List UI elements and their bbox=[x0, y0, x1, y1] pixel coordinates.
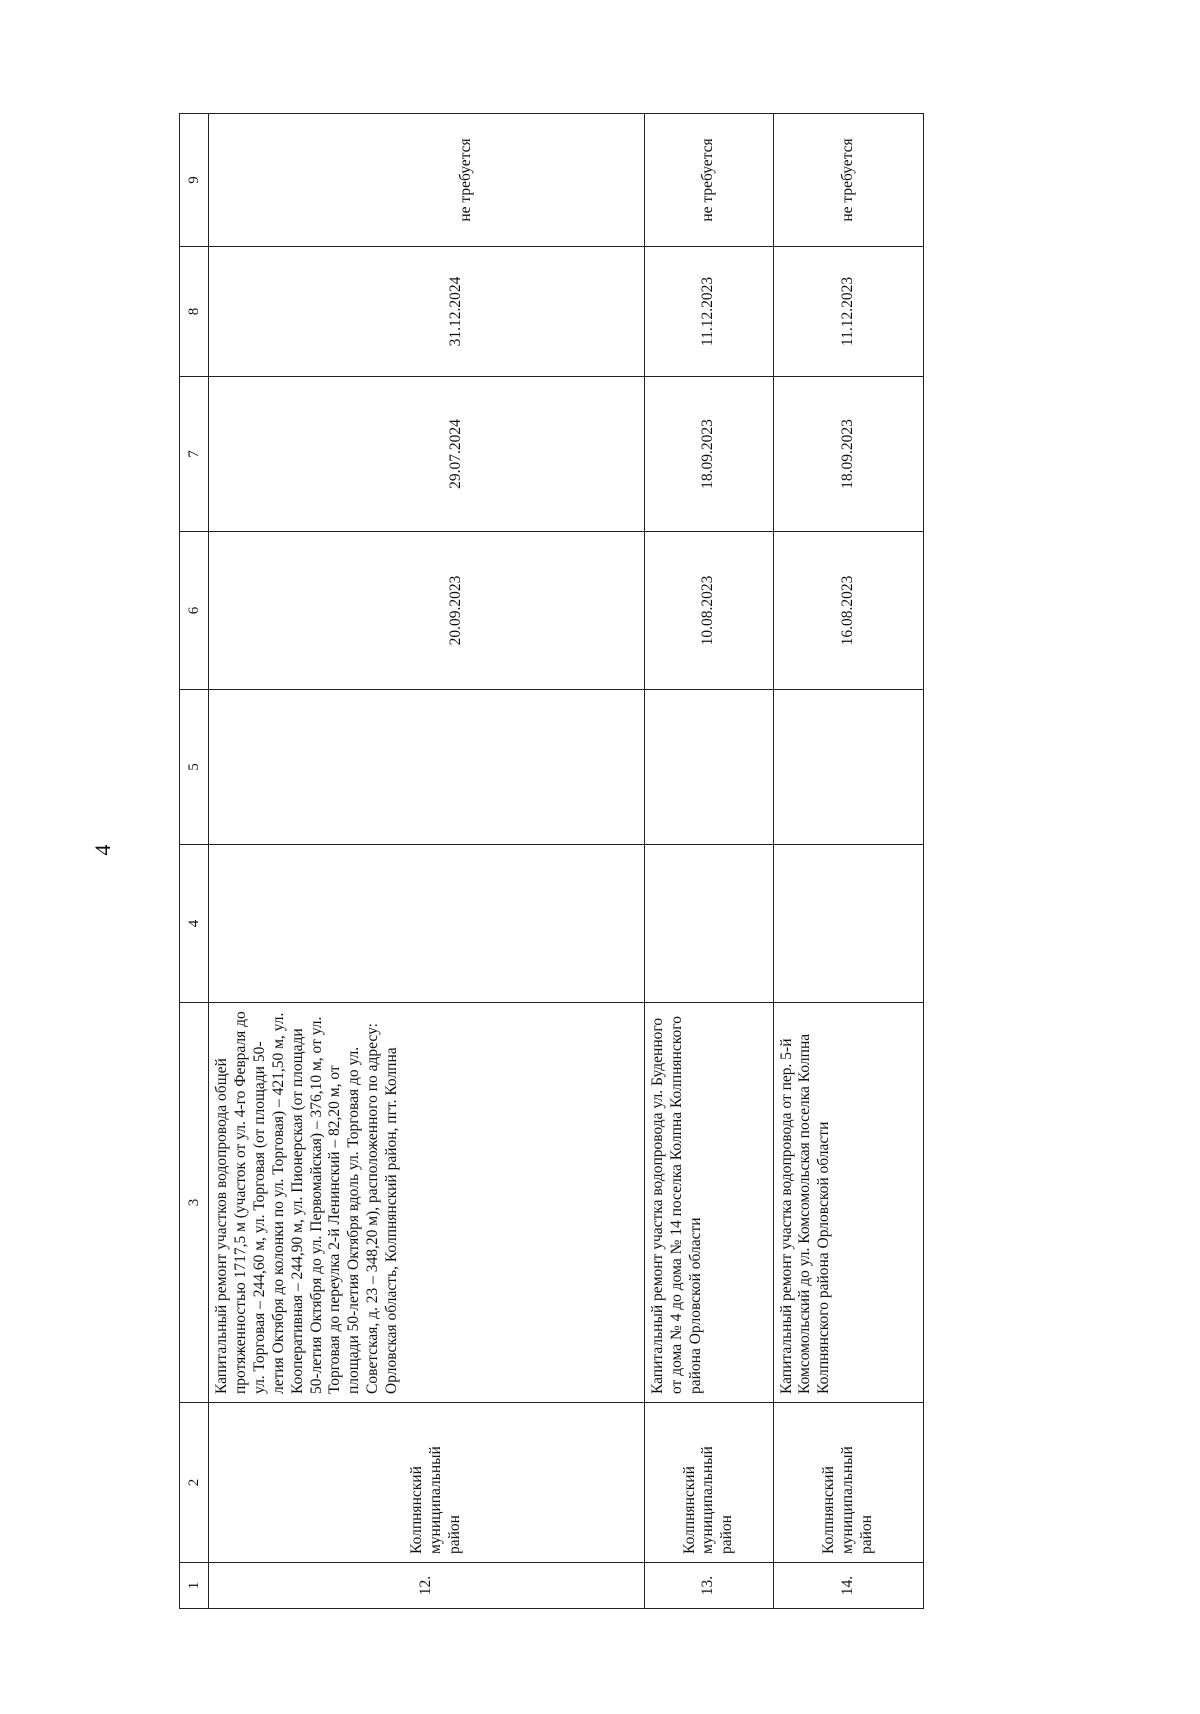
row-number: 14. bbox=[773, 1563, 923, 1609]
col5-cell bbox=[773, 690, 923, 845]
date-col7-cell bbox=[645, 377, 773, 532]
header-col-5: 5 bbox=[180, 690, 209, 845]
date-col6: 10.08.2023 bbox=[699, 575, 717, 646]
description-cell bbox=[209, 1003, 645, 1403]
header-col-9: 9 bbox=[180, 114, 209, 247]
date-col7: 29.07.2024 bbox=[447, 419, 465, 489]
table-row bbox=[773, 114, 923, 1609]
date-col7: 18.09.2023 bbox=[699, 419, 717, 489]
header-col-4: 4 bbox=[180, 845, 209, 1003]
row-number: 12. bbox=[209, 1563, 645, 1609]
district-cell bbox=[209, 1403, 645, 1563]
header-row bbox=[180, 114, 209, 1609]
header-col-2: 2 bbox=[180, 1403, 209, 1563]
description-text: Капитальный ремонт участка водопровода от пер. 5-й Комсомольский до ул. Комсомольская поселка Колпна Колпнянского района Орловской области bbox=[777, 1033, 833, 1394]
date-col8: 11.12.2023 bbox=[699, 276, 717, 347]
table-row bbox=[645, 114, 773, 1609]
description-cell bbox=[645, 1003, 773, 1403]
header-col-7: 7 bbox=[180, 377, 209, 532]
page-number: 4 bbox=[90, 844, 115, 856]
date-col8: 31.12.2024 bbox=[447, 276, 465, 347]
table-row bbox=[209, 114, 645, 1609]
note-text: не требуется bbox=[838, 138, 856, 222]
district-text: Колпнянский муниципальный район bbox=[680, 1446, 736, 1554]
note-text: не требуется bbox=[457, 138, 475, 222]
note-cell bbox=[645, 114, 773, 247]
header-col-1: 1 bbox=[180, 1563, 209, 1609]
note-cell bbox=[773, 114, 923, 247]
description-cell bbox=[773, 1003, 923, 1403]
header-col-3: 3 bbox=[180, 1003, 209, 1403]
col5-cell bbox=[645, 690, 773, 845]
date-col7: 18.09.2023 bbox=[838, 419, 856, 489]
header-col-8: 8 bbox=[180, 247, 209, 377]
header-col-6: 6 bbox=[180, 532, 209, 690]
note-text: не требуется bbox=[699, 138, 717, 222]
description-text: Капитальный ремонт участка водопровода ул. Буденного от дома № 4 до дома № 14 поселка Колпна Колпнянского района Орловской области bbox=[649, 1016, 705, 1394]
row-number: 13. bbox=[645, 1563, 773, 1609]
col4-cell bbox=[645, 845, 773, 1003]
col4-cell bbox=[209, 845, 645, 1003]
date-col8: 11.12.2023 bbox=[838, 276, 856, 347]
district-cell bbox=[773, 1403, 923, 1563]
date-col8-cell bbox=[209, 247, 645, 377]
date-col6: 20.09.2023 bbox=[447, 575, 465, 646]
description-text: Капитальный ремонт участков водопровода общей протяженностью 1717,5 м (участок от ул. 4-го Февраля до ул. Торговая – 244,60 м, ул. Торговая (от площади 50-летия Октября до колонки по ул. Торговая) – 421,50 м, ул. Кооперативная – 244,90 м, ул. Пионерская (от площади 50-летия Октября до ул. Первомайская) – 376,10 м, от ул. Торговая до переулка 2-й Ленинский – 82,20 м, от площади 50-летия Октября вдоль ул. Торговая до ул. Советская, д. 23 – 348,20 м), расположенного по адресу: Орловская область, Колпнянский район, пгт. Колпна bbox=[213, 1011, 401, 1394]
district-text: Колпнянский муниципальный район bbox=[819, 1446, 875, 1554]
date-col6-cell bbox=[773, 532, 923, 690]
district-cell bbox=[645, 1403, 773, 1563]
district-text: Колпнянский муниципальный район bbox=[408, 1446, 464, 1554]
date-col6: 16.08.2023 bbox=[838, 575, 856, 646]
col5-cell bbox=[209, 690, 645, 845]
note-cell bbox=[209, 114, 645, 247]
date-col6-cell bbox=[209, 532, 645, 690]
date-col8-cell bbox=[773, 247, 923, 377]
date-col7-cell bbox=[209, 377, 645, 532]
date-col8-cell bbox=[645, 247, 773, 377]
table-container bbox=[179, 114, 924, 1609]
date-col7-cell bbox=[773, 377, 923, 532]
works-table bbox=[179, 113, 924, 1609]
date-col6-cell bbox=[645, 532, 773, 690]
col4-cell bbox=[773, 845, 923, 1003]
